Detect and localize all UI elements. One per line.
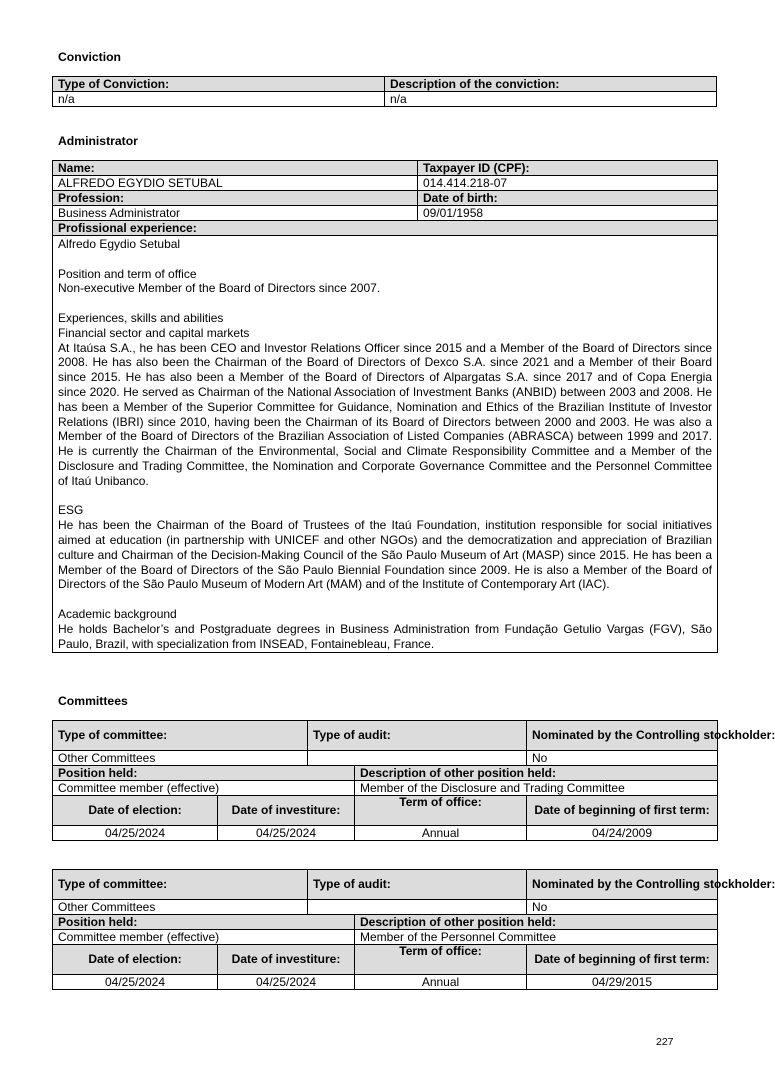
committees-heading: Committees (58, 694, 128, 708)
date-first-term-label: Date of beginning of first term: (527, 796, 718, 826)
type-audit-value (308, 751, 527, 766)
type-committee-label: Type of committee: (53, 721, 308, 751)
date-first-term-label: Date of beginning of first term: (527, 945, 718, 975)
desc-other-label: Description of other position held: (355, 915, 718, 930)
date-election-label: Date of election: (53, 945, 218, 975)
type-audit-label: Type of audit: (308, 721, 527, 751)
desc-other-value: Member of the Disclosure and Trading Committee (355, 781, 718, 796)
experience-label: Profissional experience: (53, 221, 718, 236)
date-first-term-value: 04/29/2015 (527, 975, 718, 990)
experience-paragraph: Academic background He holds Bachelor’s and Postgraduate degrees in Business Administration from Fundação Getulio Vargas (FGV), São Paulo, Brazil, with specialization from INSEAD, Fontainebleau, France. (58, 606, 712, 651)
experience-paragraph: ESG He has been the Chairman of the Board of Trustees of the Itaú Foundation, institution responsible for social initiatives aimed at education (in partnership with UNICEF and other NGOs) and the democratization and appreciation of Brazilian culture and Chairman of the Decision-Making Council of the São Paulo Museum of Art (MASP) since 2015. He has been a Member of the Board of Directors of the São Paulo Biennial Foundation since 2009. He is also a Member of the Board of Directors of the São Paulo Museum of Modern Art (MAM) and of the Institute of Contemporary Art (IAC). (58, 503, 712, 592)
page-number: 227 (656, 1036, 674, 1048)
position-held-label: Position held: (53, 915, 355, 930)
desc-other-label: Description of other position held: (355, 766, 718, 781)
conviction-type-label: Type of Conviction: (53, 77, 385, 92)
nominated-value: No (527, 751, 718, 766)
dob-label: Date of birth: (418, 191, 718, 206)
date-election-label: Date of election: (53, 796, 218, 826)
committee-table (52, 720, 775, 841)
position-held-value: Committee member (effective) (53, 781, 355, 796)
administrator-table (52, 160, 718, 653)
type-audit-label: Type of audit: (308, 870, 527, 900)
experience-body (53, 236, 718, 653)
date-investiture-value: 04/25/2024 (218, 826, 355, 841)
dob-value: 09/01/1958 (418, 206, 718, 221)
profession-label: Profession: (53, 191, 418, 206)
date-investiture-label: Date of investiture: (218, 945, 355, 975)
term-office-value: Annual (355, 975, 527, 990)
conviction-desc-label: Description of the conviction: (385, 77, 717, 92)
term-office-value: Annual (355, 826, 527, 841)
position-held-label: Position held: (53, 766, 355, 781)
type-audit-value (308, 900, 527, 915)
committee-table (52, 869, 775, 990)
experience-paragraph: Position and term of office Non-executive Member of the Board of Directors since 2007. (58, 266, 381, 296)
cpf-value: 014.414.218-07 (418, 176, 718, 191)
date-election-value: 04/25/2024 (53, 975, 218, 990)
term-office-label: Term of office: (355, 796, 527, 826)
name-value: ALFREDO EGYDIO SETUBAL (53, 176, 418, 191)
name-label: Name: (53, 161, 418, 176)
date-election-value: 04/25/2024 (53, 826, 218, 841)
nominated-label: Nominated by the Controlling stockholder: (527, 721, 718, 751)
type-committee-value: Other Committees (53, 900, 308, 915)
desc-other-value: Member of the Personnel Committee (355, 930, 718, 945)
position-held-value: Committee member (effective) (53, 930, 355, 945)
conviction-table (52, 76, 717, 107)
date-investiture-label: Date of investiture: (218, 796, 355, 826)
profession-value: Business Administrator (53, 206, 418, 221)
term-office-label: Term of office: (355, 945, 527, 975)
date-first-term-value: 04/24/2009 (527, 826, 718, 841)
type-committee-value: Other Committees (53, 751, 308, 766)
experience-paragraph: Experiences, skills and abilities Financial sector and capital markets At Itaúsa S.A., he has been CEO and Investor Relations Officer since 2015 and a Member of the Board of Directors since 2008. He has also been the Chairman of the Board of Directors of Dexco S.A. since 2021 and a Member of their Board since 2015. He has also been a Member of the Board of Directors of Alpargatas S.A. since 2017 and of Copa Energia since 2020. He served as Chairman of the National Association of Investment Banks (ANBID) between 2003 and 2008. He has been a Member of the Superior Committee for Guidance, Nomination and Ethics of the Brazilian Institute of Investor Relations (IBRI) since 2010, having been the Chairman of its Board of Directors between 2000 and 2003. He was also a Member of the Board of Directors of the Brazilian Association of Listed Companies (ABRASCA) between 1999 and 2017. He is currently the Chairman of the Environmental, Social and Climate Responsibility Committee and a Member of the Disclosure and Trading Committee, the Nomination and Corporate Governance Committee and the Personnel Committee of Itaú Unibanco. (58, 310, 712, 488)
conviction-desc-value: n/a (385, 92, 717, 107)
nominated-label: Nominated by the Controlling stockholder: (527, 870, 718, 900)
cpf-label: Taxpayer ID (CPF): (418, 161, 718, 176)
experience-paragraph: Alfredo Egydio Setubal (58, 237, 181, 251)
administrator-heading: Administrator (58, 134, 138, 148)
date-investiture-value: 04/25/2024 (218, 975, 355, 990)
conviction-heading: Conviction (58, 50, 121, 64)
conviction-type-value: n/a (53, 92, 385, 107)
nominated-value: No (527, 900, 718, 915)
type-committee-label: Type of committee: (53, 870, 308, 900)
